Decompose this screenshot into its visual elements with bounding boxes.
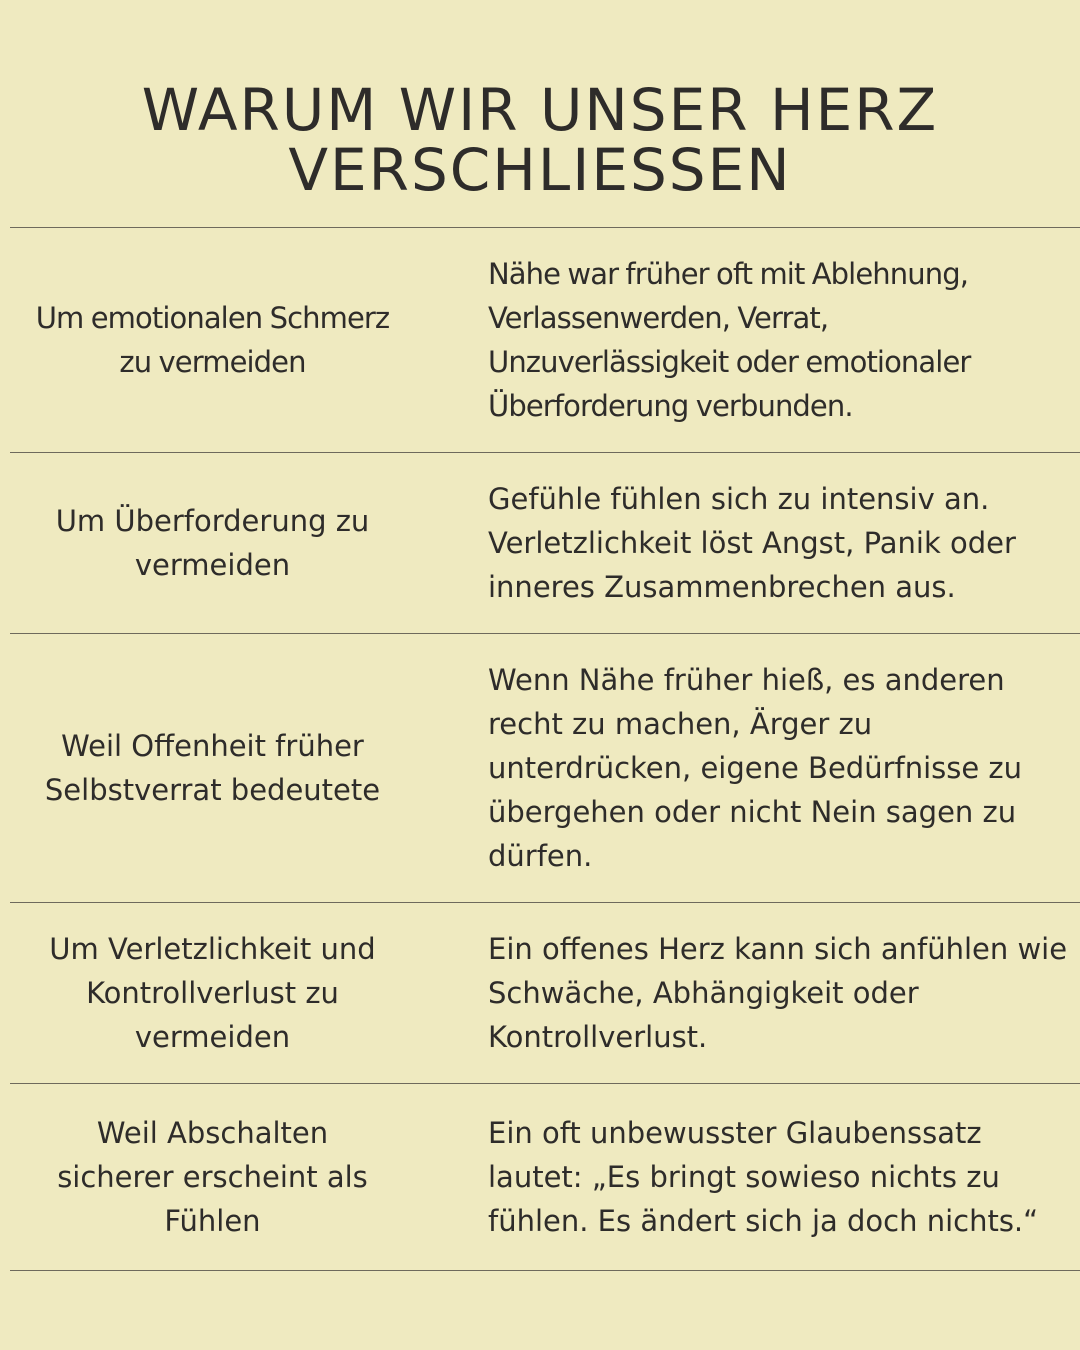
explanation-cell [488, 1084, 1068, 1270]
explanation-cell [488, 228, 1068, 452]
reason-text: Um Überforderung zu vermeiden [55, 504, 370, 582]
reason-cell [20, 1084, 405, 1270]
table-row [0, 634, 1080, 902]
table-row [0, 453, 1080, 633]
explanation-cell [488, 634, 1068, 902]
explanation-cell [488, 903, 1068, 1083]
title-line-1: WARUM WIR UNSER HERZ [141, 76, 939, 144]
title-line-2: VERSCHLIESSEN [288, 136, 792, 204]
reason-cell [20, 228, 405, 452]
explanation-cell [488, 453, 1068, 633]
table-row [0, 1084, 1080, 1270]
reason-cell [20, 453, 405, 633]
reason-cell [20, 634, 405, 902]
explanation-text: Ein oft unbewusster Glaubenssatz lautet: „Es bringt sowieso nichts zu fühlen. Es ändert sich ja doch nichts.“ [488, 1116, 1039, 1238]
page-title [0, 76, 1080, 204]
reason-text: Um Verletzlichkeit und Kontrollverlust zu vermeiden [49, 932, 376, 1054]
reason-text: Weil Abschalten sicherer erscheint als Fühlen [57, 1116, 368, 1238]
reason-text: Weil Offenheit früher Selbstverrat bedeutete [44, 729, 381, 807]
explanation-text: Ein offenes Herz kann sich anfühlen wie Schwäche, Abhängigkeit oder Kontrollverlust. [488, 932, 1068, 1054]
reason-cell [20, 903, 405, 1083]
table-row [0, 228, 1080, 452]
divider [10, 1270, 1080, 1271]
explanation-text: Wenn Nähe früher hieß, es anderen recht zu machen, Ärger zu unterdrücken, eigene Bedürfnisse zu übergehen oder nicht Nein sagen zu dürfen. [488, 663, 1023, 873]
explanation-text: Gefühle fühlen sich zu intensiv an. Verletzlichkeit löst Angst, Panik oder inneres Zusammenbrechen aus. [488, 482, 1016, 604]
explanation-text: Nähe war früher oft mit Ablehnung, Verlassenwerden, Verrat, Unzuverlässigkeit oder emotionaler Überforderung verbunden. [488, 257, 971, 423]
reason-text: Um emotionalen Schmerz zu vermeiden [35, 301, 390, 379]
table-row [0, 903, 1080, 1083]
